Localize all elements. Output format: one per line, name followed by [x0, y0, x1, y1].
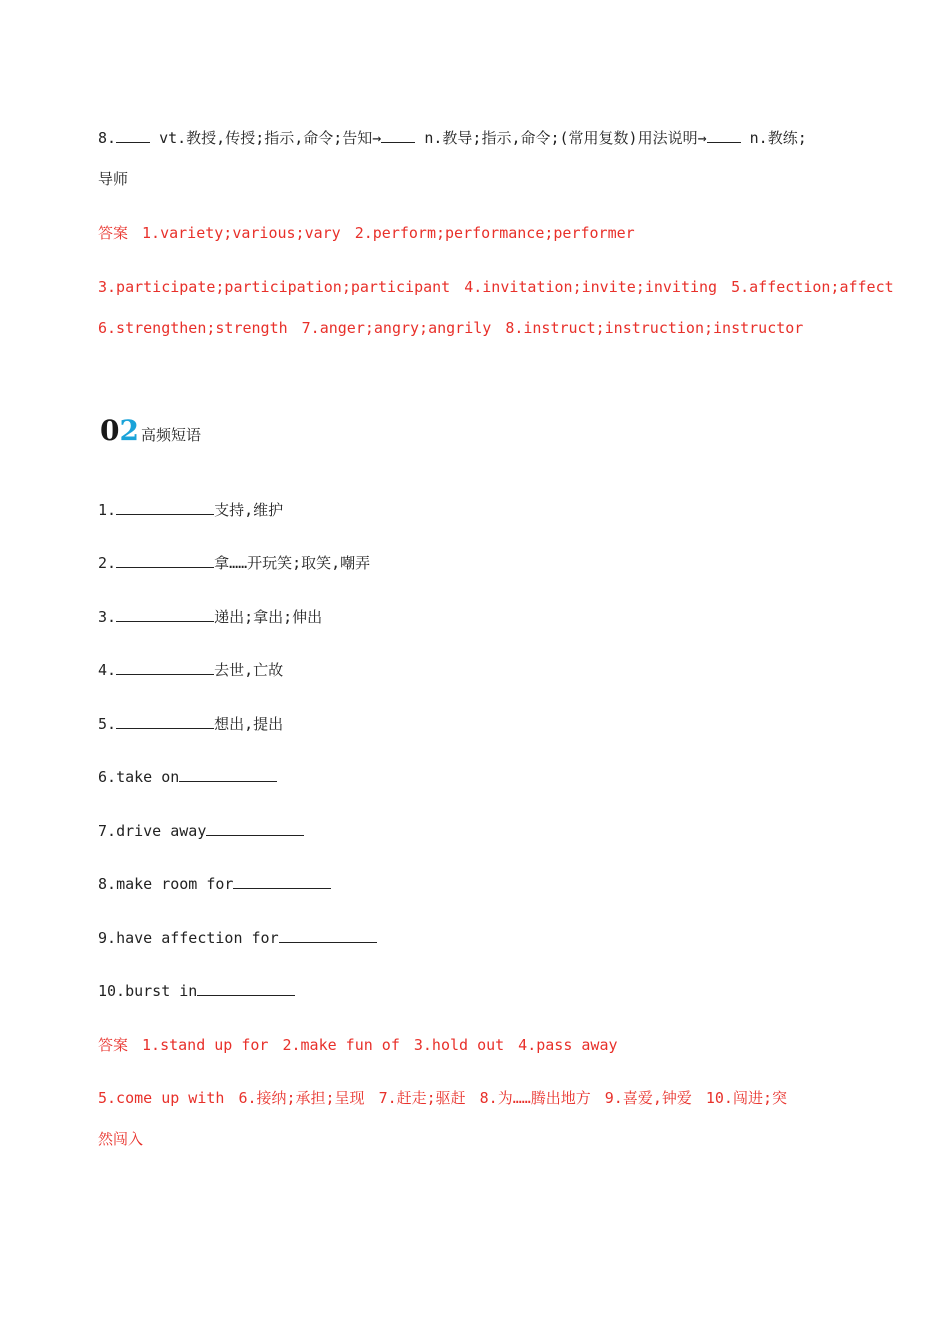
phrase-meaning: 递出;拿出;伸出	[214, 608, 323, 626]
answer-label: 答案	[98, 1036, 129, 1054]
answer-blank[interactable]	[116, 553, 214, 568]
phrase-item	[98, 714, 283, 734]
phrase-item	[98, 767, 277, 787]
section-number-digit: 0	[100, 414, 120, 447]
item-number: 8.	[98, 875, 117, 893]
answer: 1.variety;various;vary	[142, 224, 341, 242]
phrase-text: take on	[116, 768, 180, 786]
phrase-text: make room for	[116, 875, 234, 893]
answer-line-3: 然闯入	[98, 1130, 144, 1148]
phrase-text: have affection for	[116, 929, 279, 947]
answer-blank[interactable]	[116, 660, 214, 675]
answer-blank[interactable]	[233, 874, 331, 889]
answer-blank[interactable]	[279, 928, 377, 943]
phrase-text: drive away	[116, 822, 207, 840]
phrase-item	[98, 660, 283, 680]
item-number: 10.	[98, 982, 126, 1000]
answer-blank[interactable]	[197, 981, 295, 996]
phrase-item	[98, 821, 304, 841]
item-number: 4.	[98, 661, 117, 679]
phrase-item	[98, 928, 377, 948]
phrase-text: burst in	[125, 982, 198, 1000]
answer-line-1	[98, 1035, 618, 1055]
answer: 8.instruct;instruction;instructor	[505, 319, 804, 337]
answer: 6.strengthen;strength	[98, 319, 288, 337]
vocab-item-8-continued: 导师	[98, 170, 129, 188]
answer: 3.hold out	[413, 1036, 505, 1054]
item-number: 6.	[98, 768, 117, 786]
answer-line-1	[98, 223, 635, 243]
definition-text: n.教导;指示,命令;(常用复数)用法说明→	[415, 129, 707, 147]
answer: 5.come up with	[98, 1089, 225, 1107]
answer: 2.perform;performance;performer	[354, 224, 635, 242]
phrase-item	[98, 500, 283, 520]
answer: 5.affection;affect	[731, 278, 894, 296]
item-number: 3.	[98, 608, 117, 626]
answer-blank[interactable]	[116, 500, 214, 515]
section-number-digit: 2	[119, 414, 139, 447]
answer: 6.接纳;承担;呈现	[238, 1089, 365, 1107]
answer-blank[interactable]	[116, 128, 150, 143]
definition-text: vt.教授,传授;指示,命令;告知→	[150, 129, 382, 147]
phrase-item	[98, 874, 331, 894]
definition-text: n.教练;	[740, 129, 807, 147]
section-title: 高频短语	[140, 426, 201, 444]
phrase-item	[98, 607, 322, 627]
phrase-item	[98, 981, 295, 1001]
section-heading	[100, 414, 201, 447]
item-number: 2.	[98, 554, 117, 572]
item-number: 1.	[98, 501, 117, 519]
item-number: 5.	[98, 715, 117, 733]
answer: 7.anger;angry;angrily	[301, 319, 492, 337]
answer: 4.pass away	[518, 1036, 618, 1054]
answer: 10.闯进;突	[705, 1089, 787, 1107]
answer: 8.为……腾出地方	[479, 1089, 591, 1107]
item-number: 7.	[98, 822, 117, 840]
answer: 9.喜爱,钟爱	[604, 1089, 692, 1107]
phrase-meaning: 去世,亡故	[214, 661, 284, 679]
answer: 7.赶走;驱赶	[378, 1089, 466, 1107]
answer-blank[interactable]	[116, 607, 214, 622]
phrase-item	[98, 553, 370, 573]
answer: 3.participate;participation;participant	[98, 278, 451, 296]
item-number: 8.	[98, 129, 117, 147]
answer-blank[interactable]	[707, 128, 741, 143]
answer-blank[interactable]	[206, 821, 304, 836]
vocab-item-8	[98, 128, 807, 148]
answer-blank[interactable]	[381, 128, 415, 143]
answer: 4.invitation;invite;inviting	[464, 278, 718, 296]
phrase-meaning: 想出,提出	[214, 715, 284, 733]
answer: 1.stand up for	[142, 1036, 269, 1054]
answer: 2.make fun of	[282, 1036, 400, 1054]
answer-blank[interactable]	[116, 714, 214, 729]
answer-label: 答案	[98, 224, 129, 242]
answer-line-2	[98, 1088, 787, 1108]
answer-blank[interactable]	[179, 767, 277, 782]
answer-line-2	[98, 277, 894, 297]
answer-line-3	[98, 318, 803, 338]
phrase-meaning: 支持,维护	[214, 501, 284, 519]
item-number: 9.	[98, 929, 117, 947]
phrase-meaning: 拿……开玩笑;取笑,嘲弄	[214, 554, 371, 572]
